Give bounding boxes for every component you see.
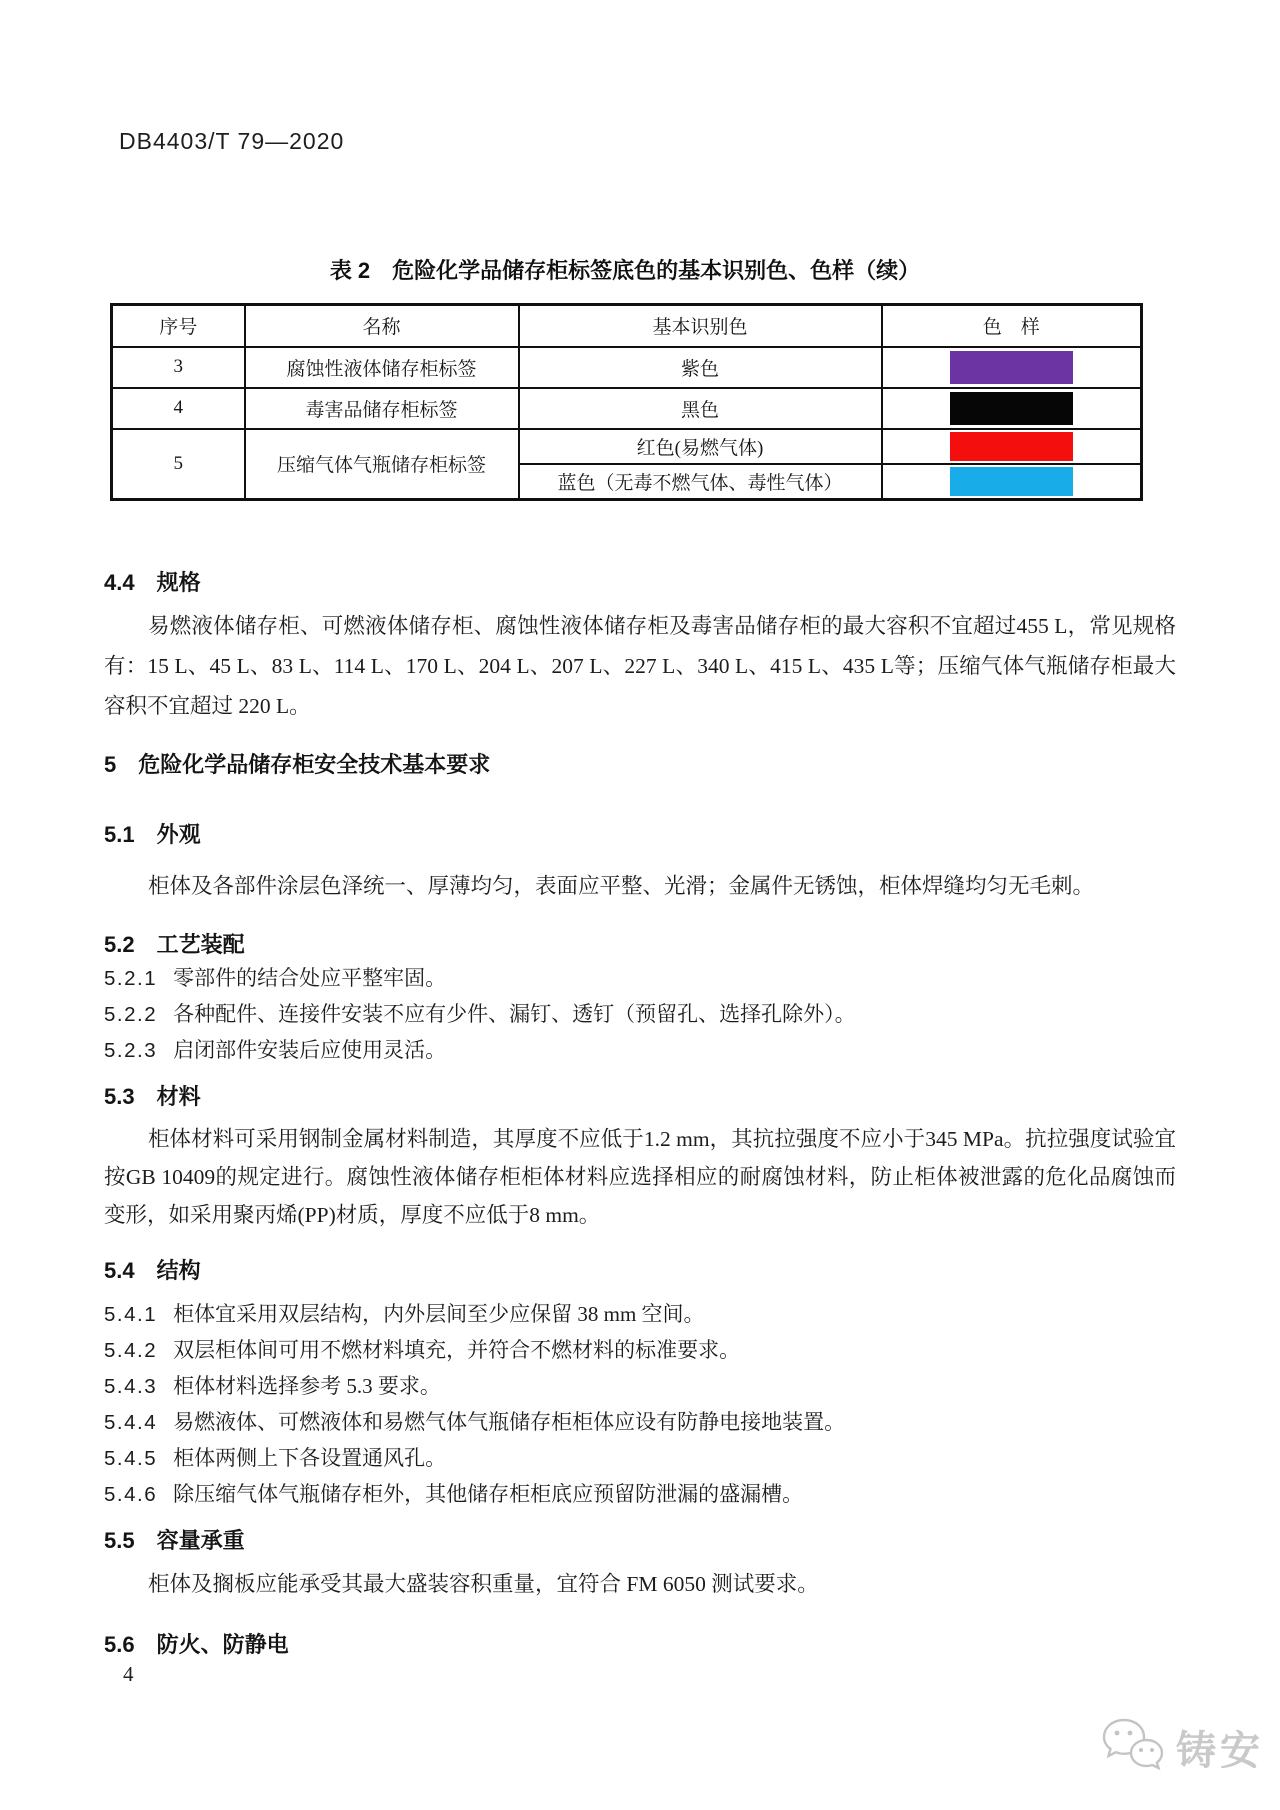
color-swatch-purple: [950, 351, 1073, 384]
cell-name: 压缩气体气瓶储存柜标签: [245, 429, 519, 500]
clause-text: 柜体宜采用双层结构，内外层间至少应保留 38 mm 空间。: [173, 1302, 705, 1326]
heading-5-6: [104, 1628, 289, 1659]
heading-5-1: [104, 818, 201, 849]
heading-title: 结构: [156, 1258, 201, 1283]
cell-no: 5: [112, 429, 245, 500]
clause-text: 除压缩气体气瓶储存柜外，其他储存柜柜底应预留防泄漏的盛漏槽。: [173, 1482, 804, 1506]
label-color-table: [110, 303, 1143, 501]
table-row: [112, 388, 1142, 429]
col-header-idcolor: 基本识别色: [519, 305, 882, 347]
heading-number: 5.4: [104, 1258, 135, 1283]
col-header-name: 名称: [245, 305, 519, 347]
paragraph-4-4: 易燃液体储存柜、可燃液体储存柜、腐蚀性液体储存柜及毒害品储存柜的最大容积不宜超过455 L，常见规格有：15 L、45 L、83 L、114 L、170 L、204 L、207 L、227 L、340 L、415 L、435 L等；压缩气体气瓶储存柜最大容积不宜超过 220 L。: [104, 614, 1176, 718]
col-header-sample: 色 样: [882, 305, 1142, 347]
cell-name: 毒害品储存柜标签: [245, 388, 519, 429]
clause-number: 5.4.1: [104, 1303, 158, 1326]
clause-number: 5.4.4: [104, 1411, 158, 1434]
heading-5-3: [104, 1080, 201, 1111]
heading-5-4: [104, 1254, 201, 1285]
heading-4-4: [104, 566, 201, 597]
clause-5-4-2: [104, 1334, 1176, 1364]
paragraph-5-5: 柜体及搁板应能承受其最大盛装容积重量，宜符合 FM 6050 测试要求。: [148, 1572, 819, 1596]
cell-sample: [882, 347, 1142, 388]
clause-text: 零部件的结合处应平整牢固。: [173, 966, 447, 990]
cell-idcolor: 红色(易燃气体): [519, 429, 882, 464]
clause-5-4-4: [104, 1406, 1176, 1436]
wechat-icon: [1100, 1716, 1166, 1779]
clause-text: 启闭部件安装后应使用灵活。: [173, 1038, 447, 1062]
heading-title: 容量承重: [156, 1528, 245, 1553]
table-row: [112, 347, 1142, 388]
clause-text: 各种配件、连接件安装不应有少件、漏钉、透钉（预留孔、选择孔除外）。: [173, 1002, 856, 1026]
cell-sample: [882, 429, 1142, 464]
heading-number: 5.3: [104, 1084, 135, 1109]
clause-5-2-3: [104, 1034, 1176, 1064]
clause-5-4-3: [104, 1370, 1176, 1400]
table-caption: 表 2 危险化学品储存柜标签底色的基本识别色、色样（续）: [329, 258, 921, 283]
heading-number: 5.1: [104, 822, 135, 847]
heading-number: 5.5: [104, 1528, 135, 1553]
table-row: [112, 429, 1142, 464]
heading-title: 防火、防静电: [156, 1632, 289, 1657]
clause-text: 易燃液体、可燃液体和易燃气体气瓶储存柜柜体应设有防静电接地装置。: [173, 1410, 846, 1434]
paragraph-5-1: 柜体及各部件涂层色泽统一、厚薄均匀，表面应平整、光滑；金属件无锈蚀，柜体焊缝均匀无毛刺。: [148, 874, 1095, 898]
clause-number: 5.4.2: [104, 1339, 158, 1362]
cell-sample: [882, 464, 1142, 500]
heading-number: 4.4: [104, 570, 135, 595]
watermark: [1100, 1716, 1264, 1779]
clause-text: 柜体材料选择参考 5.3 要求。: [173, 1374, 441, 1398]
color-swatch-blue: [950, 467, 1073, 496]
color-swatch-black: [950, 392, 1073, 425]
clause-number: 5.2.2: [104, 1003, 158, 1026]
heading-5-2: [104, 928, 245, 959]
cell-no: 3: [112, 347, 245, 388]
watermark-text: 铸安: [1176, 1729, 1264, 1773]
heading-number: 5: [104, 752, 117, 777]
heading-number: 5.2: [104, 932, 135, 957]
clause-number: 5.4.6: [104, 1483, 158, 1506]
heading-number: 5.6: [104, 1632, 135, 1657]
heading-title: 工艺装配: [156, 932, 245, 957]
clause-text: 双层柜体间可用不燃材料填充，并符合不燃材料的标准要求。: [173, 1338, 741, 1362]
clause-5-2-1: [104, 962, 1176, 992]
clause-text: 柜体两侧上下各设置通风孔。: [173, 1446, 447, 1470]
heading-title: 材料: [156, 1084, 201, 1109]
color-swatch-red: [950, 432, 1073, 461]
cell-idcolor: 蓝色（无毒不燃气体、毒性气体）: [519, 464, 882, 500]
cell-idcolor: 黑色: [519, 388, 882, 429]
cell-name: 腐蚀性液体储存柜标签: [245, 347, 519, 388]
cell-no: 4: [112, 388, 245, 429]
cell-sample: [882, 388, 1142, 429]
clause-number: 5.2.3: [104, 1039, 158, 1062]
paragraph-5-3: 柜体材料可采用钢制金属材料制造，其厚度不应低于1.2 mm，其抗拉强度不应小于345 MPa。抗拉强度试验宜按GB 10409的规定进行。腐蚀性液体储存柜柜体材料应选择相应的耐腐蚀材料，防止柜体被泄露的危化品腐蚀而变形，如采用聚丙烯(PP)材质，厚度不应低于8 mm。: [104, 1127, 1176, 1227]
clause-number: 5.4.5: [104, 1447, 158, 1470]
col-header-no: 序号: [112, 305, 245, 347]
table-header-row: [112, 305, 1142, 347]
clause-5-4-6: [104, 1478, 1176, 1508]
heading-5-5: [104, 1524, 245, 1555]
clause-5-2-2: [104, 998, 1176, 1028]
standard-number: DB4403/T 79—2020: [119, 128, 345, 154]
heading-5: [104, 748, 490, 779]
heading-title: 规格: [156, 570, 201, 595]
clause-number: 5.4.3: [104, 1375, 158, 1398]
cell-idcolor: 紫色: [519, 347, 882, 388]
clause-number: 5.2.1: [104, 967, 158, 990]
clause-5-4-5: [104, 1442, 1176, 1472]
clause-5-4-1: [104, 1298, 1176, 1328]
heading-title: 危险化学品储存柜安全技术基本要求: [138, 752, 491, 777]
heading-title: 外观: [156, 822, 201, 847]
page-number: 4: [123, 1662, 134, 1686]
